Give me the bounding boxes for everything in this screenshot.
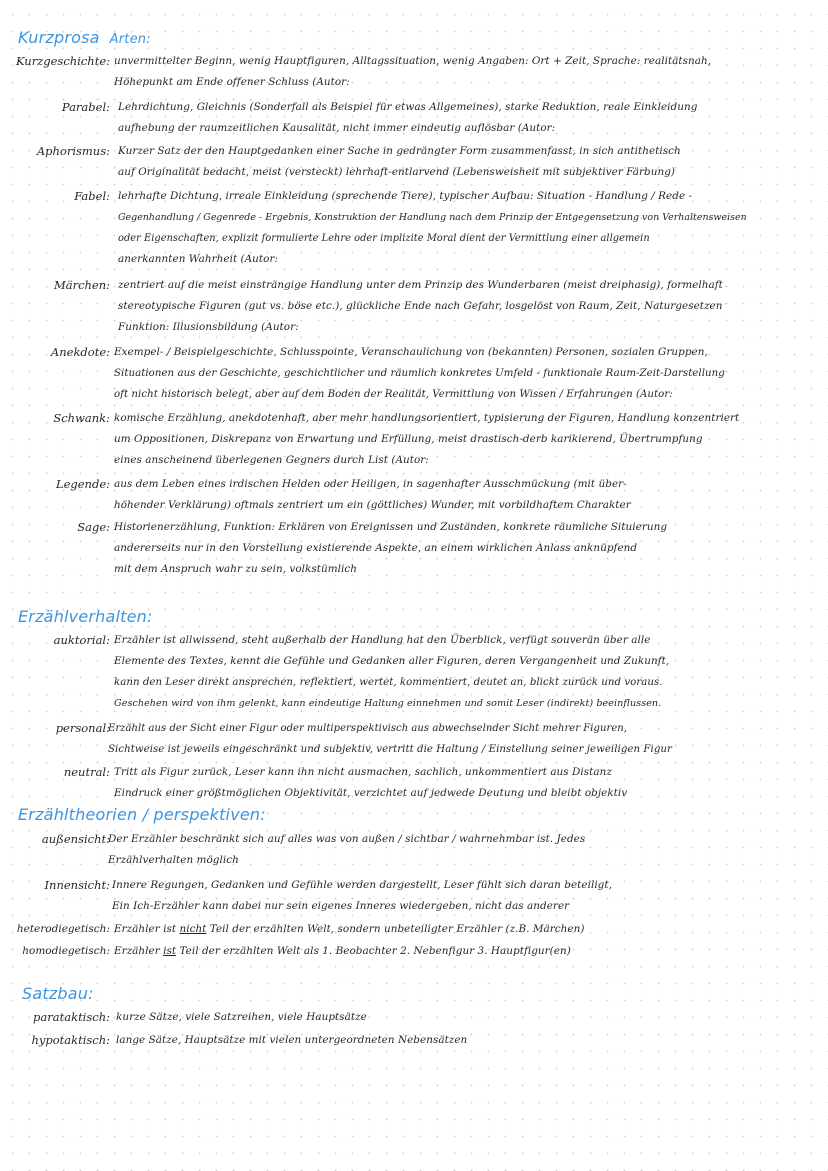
term-label: Schwank: xyxy=(53,411,110,425)
definition-line xyxy=(114,919,584,940)
definition-line: Lehrdichtung, Gleichnis (Sonderfall als Beispiel für etwas Allgemeines), starke Reduktion, reale Einkleidung xyxy=(118,101,698,113)
term-label: neutral: xyxy=(63,765,110,779)
definition-line: Geschehen wird von ihm gelenkt, kann eindeutige Haltung einnehmen und somit Leser (indirekt) beeinflussen. xyxy=(114,698,662,709)
definition-line: eines anscheinend überlegenen Gegners durch List (Autor: xyxy=(114,454,429,466)
definition-line: Kurzer Satz der den Hauptgedanken einer Sache in gedrängter Form zusammenfasst, in sich antithetisch xyxy=(118,145,681,157)
definition-line: aufhebung der raumzeitlichen Kausalität, nicht immer eindeutig auflösbar (Autor: xyxy=(118,122,556,134)
definition-line: Exempel- / Beispielgeschichte, Schlusspointe, Veranschaulichung von (bekannten) Personen, sozialen Gruppen, xyxy=(114,346,708,358)
term-label: Kurzgeschichte: xyxy=(15,54,110,68)
term-label: personal: xyxy=(55,721,110,735)
definition-line: mit dem Anspruch wahr zu sein, volkstümlich xyxy=(114,563,357,575)
definition-line: oft nicht historisch belegt, aber auf dem Boden der Realität, Vermittlung von Wissen / Erfahrungen (Autor: xyxy=(114,389,673,400)
term-label: Fabel: xyxy=(74,189,110,203)
definition-line: Erzählverhalten möglich xyxy=(108,854,239,866)
definition-line: Funktion: Illusionsbildung (Autor: xyxy=(118,321,299,333)
section-heading-erzaehltheorien xyxy=(18,805,266,824)
definition-line: Der Erzähler beschränkt sich auf alles was von außen / sichtbar / wahrnehmbar ist. Jedes xyxy=(108,833,586,845)
definition-line: andererseits nur in den Vorstellung existierende Aspekte, an einem wirklichen Anlass anknüpfend xyxy=(114,542,638,554)
definition-line: Innere Regungen, Gedanken und Gefühle werden dargestellt, Leser fühlt sich daran beteiligt, xyxy=(112,879,612,891)
heading-title: Erzähltheorien / perspektiven: xyxy=(18,805,266,824)
definition-line xyxy=(114,941,571,962)
definition-line: zentriert auf die meist einsträngige Handlung unter dem Prinzip des Wunderbaren (meist dreiphasig), formelhaft xyxy=(118,279,723,291)
definition-line: Situationen aus der Geschichte, geschichtlicher und räumlich konkretes Umfeld - funktionale Raum-Zeit-Darstellung xyxy=(114,368,725,379)
term-label: Aphorismus: xyxy=(36,144,110,158)
term-label: Legende: xyxy=(55,477,110,491)
definition-line: anerkannten Wahrheit (Autor: xyxy=(118,253,279,265)
definition-line: kann den Leser direkt ansprechen, reflektiert, wertet, kommentiert, deutet an, blickt zurück und voraus. xyxy=(114,677,663,688)
definition-text: Teil der erzählten Welt, sondern unbeteiligter Erzähler (z.B. Märchen) xyxy=(209,923,585,935)
definition-line: Eindruck einer größtmöglichen Objektivität, verzichtet auf jedwede Deutung und bleibt objektiv xyxy=(114,787,628,799)
term-label: heterodiegetisch: xyxy=(16,923,110,935)
term-label: homodiegetisch: xyxy=(22,945,110,957)
heading-title: Satzbau: xyxy=(22,984,94,1003)
definition-line: lange Sätze, Hauptsätze mit vielen untergeordneten Nebensätzen xyxy=(116,1034,468,1046)
term-label: Innensicht: xyxy=(44,878,110,892)
definition-line: Erzählt aus der Sicht einer Figur oder multiperspektivisch aus abwechselnder Sicht mehrer Figuren, xyxy=(108,723,628,734)
term-label: Parabel: xyxy=(61,100,110,114)
definition-text: Teil der erzählten Welt als 1. Beobachter 2. Nebenfigur 3. Hauptfigur(en) xyxy=(179,945,571,957)
section-heading-kurzprosa xyxy=(18,28,151,47)
definition-line: Sichtweise ist jeweils eingeschränkt und subjektiv, vertritt die Haltung / Einstellung seiner jeweiligen Figur xyxy=(108,744,672,755)
definition-line: auf Originalität bedacht, meist (versteckt) lehrhaft-entlarvend (Lebensweisheit mit subjektiver Färbung) xyxy=(118,166,675,178)
term-label: Sage: xyxy=(77,520,110,534)
term-label: außensicht: xyxy=(41,832,110,846)
definition-line: aus dem Leben eines irdischen Helden oder Heiligen, in sagenhafter Ausschmückung (mit über- xyxy=(114,478,627,490)
definition-line: höhender Verklärung) oftmals zentriert um ein (göttliches) Wunder, mit vorbildhaftem Charakter xyxy=(114,499,631,511)
term-label: Anekdote: xyxy=(50,345,110,359)
heading-subtitle: Arten: xyxy=(109,32,151,47)
emphasis-underlined: ist xyxy=(163,945,177,957)
definition-line: oder Eigenschaften, explizit formulierte Lehre oder implizite Moral dient der Vermittlung einer allgemein xyxy=(118,233,650,244)
term-label: auktorial: xyxy=(53,633,110,647)
definition-text: Erzähler ist xyxy=(114,923,177,935)
section-heading-erzaehlverhalten xyxy=(18,607,153,626)
definition-line: komische Erzählung, anekdotenhaft, aber mehr handlungsorientiert, typisierung der Figuren, Handlung konzentriert xyxy=(114,412,740,424)
term-label: Märchen: xyxy=(53,278,110,292)
heading-title: Kurzprosa xyxy=(18,28,100,47)
definition-line: Tritt als Figur zurück, Leser kann ihn nicht ausmachen, sachlich, unkommentiert aus Distanz xyxy=(114,766,612,778)
definition-line: Historienerzählung, Funktion: Erklären von Ereignissen und Zuständen, konkrete räumliche Situierung xyxy=(114,521,668,533)
heading-title: Erzählverhalten: xyxy=(18,607,153,626)
definition-line: um Oppositionen, Diskrepanz von Erwartung und Erfüllung, meist drastisch-derb karikierend, Übertrumpfung xyxy=(114,433,703,445)
definition-text: Erzähler xyxy=(114,945,160,957)
definition-line: Elemente des Textes, kennt die Gefühle und Gedanken aller Figuren, deren Vergangenheit und Zukunft, xyxy=(114,655,670,667)
section-heading-satzbau xyxy=(22,984,94,1003)
definition-line: lehrhafte Dichtung, irreale Einkleidung (sprechende Tiere), typischer Aufbau: Situation - Handlung / Rede - xyxy=(118,190,693,202)
definition-line: stereotypische Figuren (gut vs. böse etc.), glückliche Ende nach Gefahr, losgelöst von Raum, Zeit, Naturgesetzen xyxy=(118,300,723,312)
term-label: parataktisch: xyxy=(33,1010,110,1024)
definition-line: Erzähler ist allwissend, steht außerhalb der Handlung hat den Überblick, verfügt souverän über alle xyxy=(114,634,651,646)
definition-line: Höhepunkt am Ende offener Schluss (Autor: xyxy=(114,76,350,88)
definition-line: Gegenhandlung / Gegenrede - Ergebnis, Konstruktion der Handlung nach dem Prinzip der Entgegensetzung von Verhaltensweisen xyxy=(118,212,747,223)
definition-line: Ein Ich-Erzähler kann dabei nur sein eigenes Inneres wiedergeben, nicht das anderer xyxy=(112,900,570,912)
term-label: hypotaktisch: xyxy=(31,1033,110,1047)
definition-line: unvermittelter Beginn, wenig Hauptfiguren, Alltagssituation, wenig Angaben: Ort + Zeit, Sprache: realitätsnah, xyxy=(114,55,712,67)
emphasis-underlined: nicht xyxy=(179,923,207,935)
definition-line: kurze Sätze, viele Satzreihen, viele Hauptsätze xyxy=(116,1011,367,1023)
